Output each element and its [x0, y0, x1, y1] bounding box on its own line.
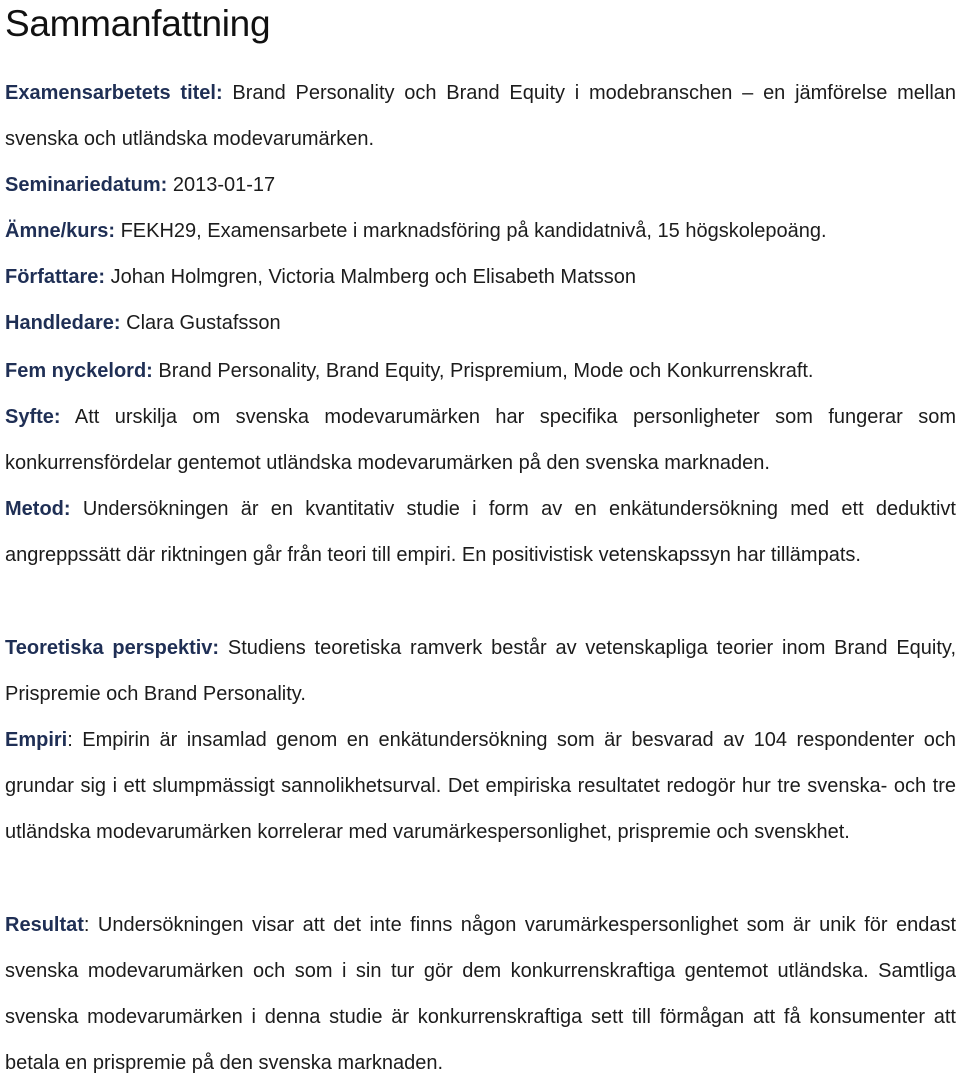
course-field: [5, 208, 956, 254]
thesis-title-field: [5, 70, 956, 162]
seminar-date-field: [5, 162, 956, 208]
seminar-date-label: Seminariedatum:: [5, 174, 168, 196]
authors-label: Författare:: [5, 266, 106, 288]
authors-value: Johan Holmgren, Victoria Malmberg och Elisabeth Matsson: [110, 266, 637, 288]
theory-field: [5, 625, 956, 717]
keywords-field: [5, 348, 956, 394]
empirics-field: [5, 717, 956, 855]
result-label: Resultat: [5, 914, 84, 936]
theory-label: Teoretiska perspektiv:: [5, 637, 220, 659]
keywords-label: Fem nyckelord:: [5, 360, 153, 382]
advisor-field: [5, 300, 956, 346]
empirics-label: Empiri: [5, 729, 68, 751]
result-field: [5, 902, 956, 1086]
empirics-value: : Empirin är insamlad genom en enkätundersökning som är besvarad av 104 respondenter och grundar sig i ett slumpmässigt sannolikhetsurval. Det empiriska resultatet redogör hur tre svenska- och tre utländska modevarumärken korrelerar med varumärkespersonlighet, prispremie och svenskhet.: [5, 729, 956, 843]
authors-field: [5, 254, 956, 300]
result-value: : Undersökningen visar att det inte finns någon varumärkespersonlighet som är unik för endast svenska modevarumärken och som i sin tur gör dem konkurrenskraftiga gentemot utländska. Samtliga svenska modevarumärken i denna studie är konkurrenskraftiga sett till förmågan att få konsumenter att betala en prispremie på den svenska marknaden.: [5, 914, 956, 1074]
thesis-title-value: Brand Personality och Brand Equity i modebranschen – en jämförelse mellan svenska och utländska modevarumärken.: [5, 82, 957, 150]
page-title: Sammanfattning: [5, 3, 271, 44]
purpose-field: [5, 394, 956, 486]
seminar-date-value: 2013-01-17: [172, 174, 276, 196]
keywords-value: Brand Personality, Brand Equity, Prispremium, Mode och Konkurrenskraft.: [158, 360, 814, 382]
course-label: Ämne/kurs:: [5, 220, 116, 242]
advisor-value: Clara Gustafsson: [126, 312, 281, 334]
method-label: Metod:: [5, 498, 71, 520]
method-value: Undersökningen är en kvantitativ studie i form av en enkätundersökning med ett deduktivt angreppssätt där riktningen går från teori till empiri. En positivistisk vetenskapssyn har tillämpats.: [5, 498, 956, 566]
course-value: FEKH29, Examensarbete i marknadsföring på kandidatnivå, 15 högskolepoäng.: [120, 220, 827, 242]
theory-value: Studiens teoretiska ramverk består av vetenskapliga teorier inom Brand Equity, Prispremie och Brand Personality.: [5, 637, 957, 705]
method-field: [5, 486, 956, 578]
advisor-label: Handledare:: [5, 312, 121, 334]
thesis-title-label: Examensarbetets titel:: [5, 82, 223, 104]
purpose-label: Syfte:: [5, 406, 61, 428]
purpose-value: Att urskilja om svenska modevarumärken har specifika personligheter som fungerar som konkurrensfördelar gentemot utländska modevarumärken på den svenska marknaden.: [5, 406, 957, 474]
